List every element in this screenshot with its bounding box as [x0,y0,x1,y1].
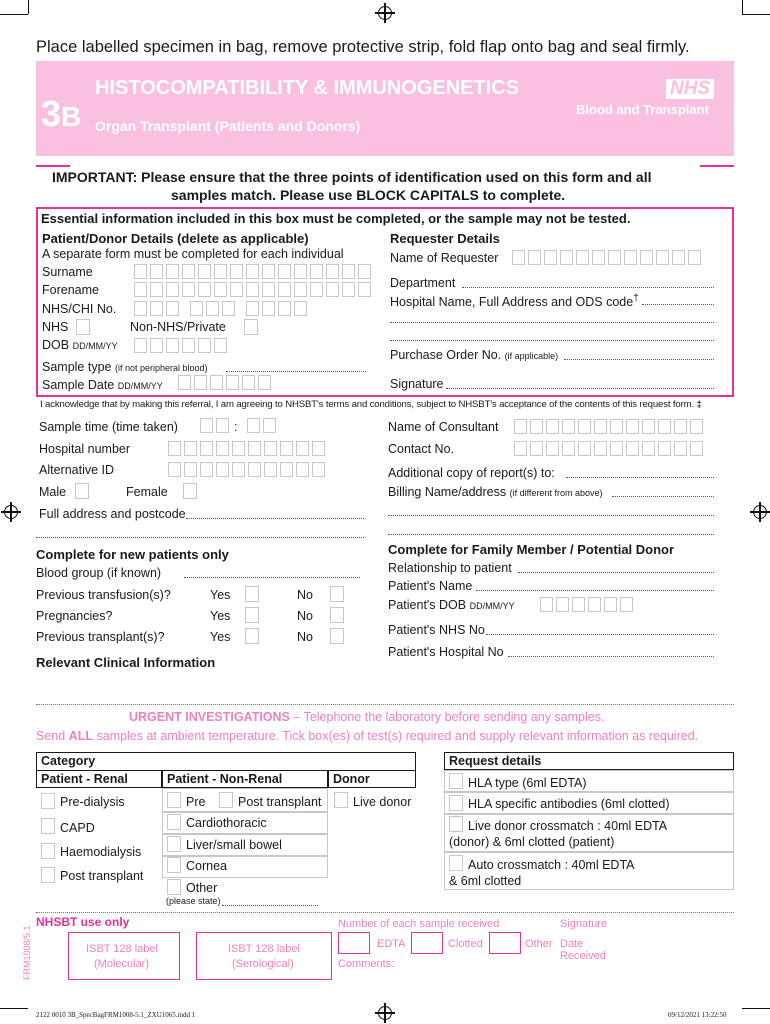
post-transplant-label: Post transplant [238,795,322,809]
full-address-field[interactable] [186,518,364,519]
patients-dob-text: Patient's DOB [388,598,467,612]
no-label: No [297,609,313,623]
nhs-checkbox[interactable] [76,319,90,335]
hospital-address-text: Hospital Name, Full Address and ODS code [390,295,634,310]
auto-crossmatch-label-1: Auto crossmatch : 40ml EDTA [468,858,635,872]
num-samples-label: Number of each sample received [338,918,500,930]
sample-date-text: Sample Date [42,378,115,392]
crop-mark [28,0,29,14]
male-checkbox[interactable] [75,483,89,499]
hla-ab-checkbox[interactable] [449,795,463,811]
additional-copy-label: Additional copy of report(s) to: [388,466,555,480]
isbt-molecular-box [68,932,180,980]
haemodialysis-checkbox[interactable] [41,843,55,859]
auto-crossmatch-label-2: & 6ml clotted [449,874,522,888]
form-code-badge [41,93,81,135]
sample-type-field[interactable] [226,371,366,372]
female-checkbox[interactable] [183,483,197,499]
nhsbt-divider [36,912,734,913]
post-transplant-renal-label: Post transplant [60,869,144,883]
file-timestamp: 09/12/2021 13:22:50 [668,1011,727,1019]
urgent-line [129,710,604,724]
isbt-serological-label-2: (Serological) [232,958,294,970]
registration-mark-bottom [375,1003,395,1023]
transfusion-yes-checkbox[interactable] [245,586,259,602]
patients-hospital-field[interactable] [508,656,714,657]
category-heading: Category [36,752,416,770]
pre-dialysis-checkbox[interactable] [41,793,55,809]
isbt-serological-label-1: ISBT 128 label [228,943,300,955]
liver-label: Liver/small bowel [186,838,282,852]
female-label: Female [126,485,168,499]
auto-crossmatch-checkbox[interactable] [449,855,463,871]
form-code-letter: B [61,101,82,132]
cardiothoracic-checkbox[interactable] [167,814,181,830]
clotted-count-box[interactable] [411,932,443,954]
registration-mark-left [1,502,21,522]
nhs-chi-label: NHS/CHI No. [42,302,117,316]
non-nhs-label: Non-NHS/Private [130,320,226,334]
clotted-label: Clotted [448,938,483,950]
please-state-field[interactable] [222,905,318,906]
send-all: ALL [68,729,93,743]
sample-time-minute-boxes[interactable] [247,418,276,433]
dob-text: DOB [42,338,70,352]
please-state-label: (please state) [166,896,221,906]
dob-boxes[interactable] [134,338,227,353]
transfusion-no-checkbox[interactable] [330,586,344,602]
donor-heading: Donor [328,770,416,788]
acknowledge-text [40,399,702,410]
billing-field-3[interactable] [388,534,714,535]
divider [36,165,70,167]
live-crossmatch-checkbox[interactable] [449,816,463,832]
org-name: Blood and Transplant [576,102,709,117]
nonrenal-heading: Patient - Non-Renal [162,770,328,788]
patients-dob-format: DD/MM/YY [469,601,515,611]
sample-time-hour-boxes[interactable] [200,418,229,433]
patients-name-label: Patient's Name [388,579,473,593]
crop-mark [0,14,28,15]
hospital-address-field-2[interactable] [390,322,714,323]
other-label: Other [186,881,218,895]
file-info: 2122 0010 3B_SpecBagFRM1008-5.1_ZXU1065.indd 1 [36,1011,196,1019]
surname-boxes[interactable] [134,264,371,279]
hospital-number-boxes[interactable] [168,441,325,456]
no-label: No [297,630,313,644]
send-text-1: Send [36,729,69,743]
cardiothoracic-label: Cardiothoracic [186,816,267,830]
registration-mark-right [750,502,770,522]
live-donor-checkbox[interactable] [334,792,348,808]
purchase-order-text: Purchase Order No. [390,348,502,362]
clinical-info-heading: Relevant Clinical Information [36,655,216,670]
pre-label: Pre [186,795,206,809]
purchase-order-note: (if applicable) [504,351,559,361]
male-label: Male [39,485,67,499]
yes-label: Yes [210,630,231,644]
transplant-yes-checkbox[interactable] [245,628,259,644]
forename-boxes[interactable] [134,282,371,297]
post-transplant-renal-checkbox[interactable] [41,867,55,883]
edta-count-box[interactable] [338,932,370,954]
signature-field[interactable] [446,388,714,389]
signature-footer-label: Signature [560,918,608,930]
alternative-id-label: Alternative ID [39,463,115,477]
patients-name-field[interactable] [476,590,714,591]
pregnancies-label: Pregnancies? [36,609,113,623]
requester-heading: Requester Details [390,231,500,246]
billing-note: (if different from above) [509,488,603,498]
comments-label: Comments: [338,958,395,970]
separate-form-note: A separate form must be completed for each individual [42,247,344,261]
yes-label: Yes [210,588,231,602]
purchase-order-label [390,348,558,362]
family-heading: Complete for Family Member / Potential Donor [388,542,675,557]
instruction-text: Place labelled specimen in bag, remove protective strip, fold flap onto bag and seal firmly. [36,38,690,56]
hospital-number-label: Hospital number [39,442,131,456]
nhs-label: NHS [42,320,69,334]
liver-checkbox[interactable] [167,836,181,852]
nhs-chi-boxes[interactable] [134,301,315,316]
transplant-no-checkbox[interactable] [330,628,344,644]
billing-field-2[interactable] [388,515,714,516]
urgent-label: URGENT INVESTIGATIONS [129,710,290,724]
crop-mark [742,14,770,15]
billing-text: Billing Name/address [388,485,507,499]
patients-nhs-field[interactable] [486,634,714,635]
form-code-number: 3 [41,93,62,134]
billing-field[interactable] [612,496,714,497]
sample-type-text: Sample type [42,360,112,374]
pre-dialysis-label: Pre-dialysis [60,795,125,809]
sample-date-label [42,378,163,392]
new-patients-heading: Complete for new patients only [36,547,229,562]
renal-heading: Patient - Renal [36,770,162,788]
isbt-molecular-label-2: (Molecular) [94,958,150,970]
essential-heading: Essential information included in this box must be completed, or the sample may not be tested. [41,211,631,226]
cornea-label: Cornea [186,859,227,873]
no-label: No [297,588,313,602]
divider [700,165,734,167]
hla-ab-label: HLA specific antibodies (6ml clotted) [468,797,670,811]
date-label: Date [560,938,584,950]
dagger-mark: † [633,293,639,304]
sample-type-label [42,360,208,374]
hospital-address-label [390,293,639,309]
sample-date-boxes[interactable] [178,375,271,390]
patients-dob-boxes[interactable] [540,597,633,612]
capd-checkbox[interactable] [41,818,55,834]
name-of-requester-label: Name of Requester [390,251,499,265]
cornea-checkbox[interactable] [167,857,181,873]
form-code: FRM1008/5.1 [22,925,32,980]
patients-dob-label [388,598,515,612]
blood-group-field[interactable] [184,577,360,578]
requester-name-boxes[interactable] [512,250,701,265]
dob-label [42,338,118,352]
edta-label: EDTA [377,938,406,950]
pregnancies-yes-checkbox[interactable] [245,607,259,623]
sample-time-label: Sample time (time taken) [39,420,178,434]
banner-subtitle: Organ Transplant (Patients and Donors) [95,118,361,134]
patient-details-heading: Patient/Donor Details (delete as applicable) [42,231,309,246]
blood-group-label: Blood group (if known) [36,566,162,580]
relationship-label: Relationship to patient [388,561,512,575]
purchase-order-field[interactable] [564,359,714,360]
urgent-divider [36,704,734,705]
live-crossmatch-label-1: Live donor crossmatch : 40ml EDTA [468,819,668,833]
additional-copy-field[interactable] [566,477,714,478]
sample-type-note: (if not peripheral blood) [114,363,208,373]
acknowledge-sentence: I acknowledge that by making this referral, I am agreeing to NHSBT's terms and conditions, subject to NHSBT's acceptance of the contents of this request form. [40,399,694,410]
other-sample-label: Other [525,938,553,950]
consultant-label: Name of Consultant [388,420,499,434]
prev-transplant-label: Previous transplant(s)? [36,630,165,644]
department-label: Department [390,276,456,290]
relationship-field[interactable] [518,572,714,573]
registration-mark-top [375,3,395,23]
send-line [36,729,698,743]
crop-mark [742,0,743,14]
important-line-1: IMPORTANT: Please ensure that the three points of identification used on this form and all [52,169,652,185]
yes-label: Yes [210,609,231,623]
urgent-text: – Telephone the laboratory before sending any samples. [289,710,605,724]
surname-label: Surname [42,265,93,279]
contact-label: Contact No. [388,442,455,456]
other-checkbox[interactable] [167,879,181,895]
send-text-2: samples at ambient temperature. Tick box(es) of test(s) required and supply relevant information as required. [92,729,699,743]
ddagger-mark: ‡ [696,399,702,410]
full-address-field-2[interactable] [36,537,364,538]
hla-type-checkbox[interactable] [449,773,463,789]
pre-checkbox[interactable] [167,792,181,808]
isbt-serological-box [196,932,332,980]
patients-nhs-label: Patient's NHS No [388,623,485,637]
non-nhs-checkbox[interactable] [244,319,258,335]
important-line-2: samples match. Please use BLOCK CAPITALS to complete. [171,187,566,203]
consultant-boxes[interactable] [514,419,703,434]
other-count-box[interactable] [489,932,521,954]
contact-boxes[interactable] [514,441,703,456]
department-field[interactable] [462,287,714,288]
pregnancies-no-checkbox[interactable] [330,607,344,623]
full-address-label: Full address and postcode [39,507,186,521]
billing-label [388,485,602,499]
isbt-molecular-label-1: ISBT 128 label [86,943,158,955]
request-heading: Request details [444,752,734,770]
signature-label: Signature [390,377,444,391]
crop-mark [742,1008,770,1009]
banner-title: HISTOCOMPATIBILITY & IMMUNOGENETICS [95,77,520,99]
crop-mark [0,1008,28,1009]
alternative-id-boxes[interactable] [168,462,325,477]
sample-date-format: DD/MM/YY [117,381,163,391]
time-colon: : [234,420,238,434]
capd-label: CAPD [60,821,95,835]
haemodialysis-label: Haemodialysis [60,845,142,859]
live-crossmatch-label-2: (donor) & 6ml clotted (patient) [449,835,615,849]
patients-hospital-label: Patient's Hospital No [388,645,504,659]
dob-format: DD/MM/YY [72,341,118,351]
hospital-address-field[interactable] [642,304,714,305]
hla-type-label: HLA type (6ml EDTA) [468,776,587,790]
post-transplant-checkbox[interactable] [219,792,233,808]
banner [36,61,734,156]
prev-transfusion-label: Previous transfusion(s)? [36,588,171,602]
live-donor-label: Live donor [353,795,412,809]
forename-label: Forename [42,283,99,297]
nhs-logo: NHS [666,79,714,99]
received-label: Received [560,950,606,962]
nhsbt-use-label: NHSBT use only [36,915,130,929]
hospital-address-field-3[interactable] [390,340,714,341]
